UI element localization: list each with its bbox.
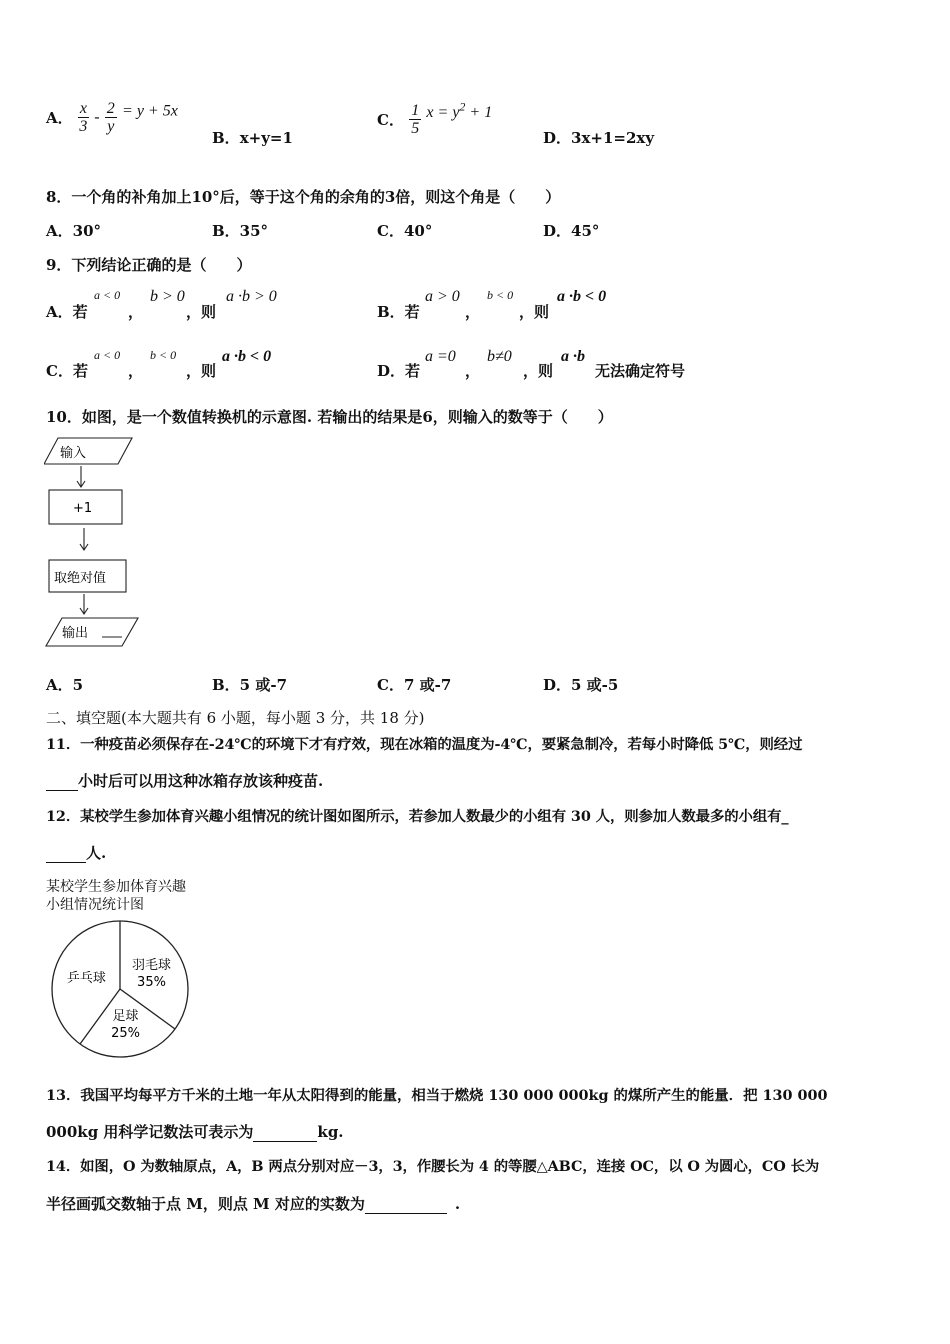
q11-answer-blank[interactable] xyxy=(46,772,78,791)
flow-input-shape xyxy=(44,438,132,464)
q8-option-b[interactable]: B．35° xyxy=(212,222,269,240)
q8-option-d[interactable]: D．45° xyxy=(543,222,600,240)
flow-step1-label: +1 xyxy=(73,501,93,516)
flow-output-shape xyxy=(46,618,138,646)
q7-c-rhs: $x = y^2 + 1$ xyxy=(426,100,493,122)
q14-answer-blank[interactable] xyxy=(365,1195,447,1214)
q7-option-d[interactable]: D．3x+1=2xy xyxy=(543,129,655,147)
q9-option-d[interactable]: D．若 a =0 ， b≠0 ，则 a ·b 无法确定符号 xyxy=(377,348,686,380)
section2-heading: 二、填空题(本大题共有 6 小题，每小题 3 分，共 18 分) xyxy=(46,709,425,727)
q13-answer-blank[interactable] xyxy=(253,1123,317,1142)
pie-label-3: 足球 xyxy=(112,1008,139,1024)
pie-value-label-2: 35% xyxy=(137,974,166,990)
q8-option-a[interactable]: A．30° xyxy=(46,222,102,240)
q10-option-d[interactable]: D．5 或-5 xyxy=(543,676,619,694)
pie-label-1: 乒乓球 xyxy=(66,971,106,987)
q10-option-a[interactable]: A．5 xyxy=(46,676,84,694)
chart-title-line1: 某校学生参加体育兴趣 xyxy=(46,879,186,895)
q7-a-label: A． xyxy=(46,109,73,127)
q14-line1: 14．如图，O 为数轴原点，A，B 两点分别对应－3，3，作腰长为 4 的等腰△ABC，连接 OC，以 O 为圆心，CO 长为 xyxy=(46,1158,820,1175)
q12-line1: 12．某校学生参加体育兴趣小组情况的统计图如图所示，若参加人数最少的小组有 30 人，则参加人数最多的小组有_ xyxy=(46,808,789,825)
q13-line2: 000kg 用科学记数法可表示为 kg. xyxy=(46,1123,344,1141)
q11-line1: 11．一种疫苗必须保存在-24℃的环境下才有疗效，现在冰箱的温度为-4℃，要紧急制冷，若每小时降低 5℃，则经过 xyxy=(46,736,803,753)
pie-label-2: 羽毛球 xyxy=(131,957,172,973)
q7-option-c[interactable]: C． $\frac{1}{5}$ $x = y^2 + 1$ xyxy=(377,100,493,137)
flow-step2-label: 取绝对值 xyxy=(54,571,107,586)
pie-value-label-3: 25% xyxy=(111,1025,140,1041)
q8-stem: 8．一个角的补角加上10°后，等于这个角的余角的3倍，则这个角是（ ） xyxy=(46,188,561,206)
q11-line2: 小时后可以用这种冰箱存放该种疫苗. xyxy=(46,770,323,791)
pie-chart xyxy=(48,917,193,1062)
q13-line1: 13．我国平均每平方千米的土地一年从太阳得到的能量，相当于燃烧 130 000 000kg 的煤所产生的能量．把 130 000 xyxy=(46,1087,828,1104)
q7-a-fraction-2: $\frac{2}{y}$ xyxy=(106,100,115,135)
q10-option-b[interactable]: B．5 或-7 xyxy=(212,676,288,694)
q10-option-c[interactable]: C．7 或-7 xyxy=(377,676,452,694)
chart-title-line2: 小组情况统计图 xyxy=(46,897,144,913)
q7-a-rhs: = y + 5x xyxy=(122,102,178,120)
q14-line2: 半径画弧交数轴于点 M，则点 M 对应的实数为 . xyxy=(46,1195,461,1213)
q7-c-fraction: $\frac{1}{5}$ xyxy=(411,101,420,137)
q7-option-a[interactable]: A． $\frac{x}{3}$ - $\frac{2}{y}$ = y + 5x xyxy=(46,100,178,135)
flow-output-label: 输出 xyxy=(62,626,89,641)
q12-line2: 人. xyxy=(46,842,106,863)
q9-stem: 9．下列结论正确的是（ ） xyxy=(46,256,252,274)
q7-option-b[interactable]: B．x+y=1 xyxy=(212,129,293,147)
flow-input-label: 输入 xyxy=(60,446,87,461)
q10-flowchart xyxy=(44,436,154,656)
q8-option-c[interactable]: C．40° xyxy=(377,222,433,240)
q12-answer-blank[interactable] xyxy=(46,844,86,863)
q7-a-fraction-1: $\frac{x}{3}$ xyxy=(79,100,88,135)
q10-stem: 10．如图，是一个数值转换机的示意图. 若输出的结果是6，则输入的数等于（ ） xyxy=(46,408,613,426)
